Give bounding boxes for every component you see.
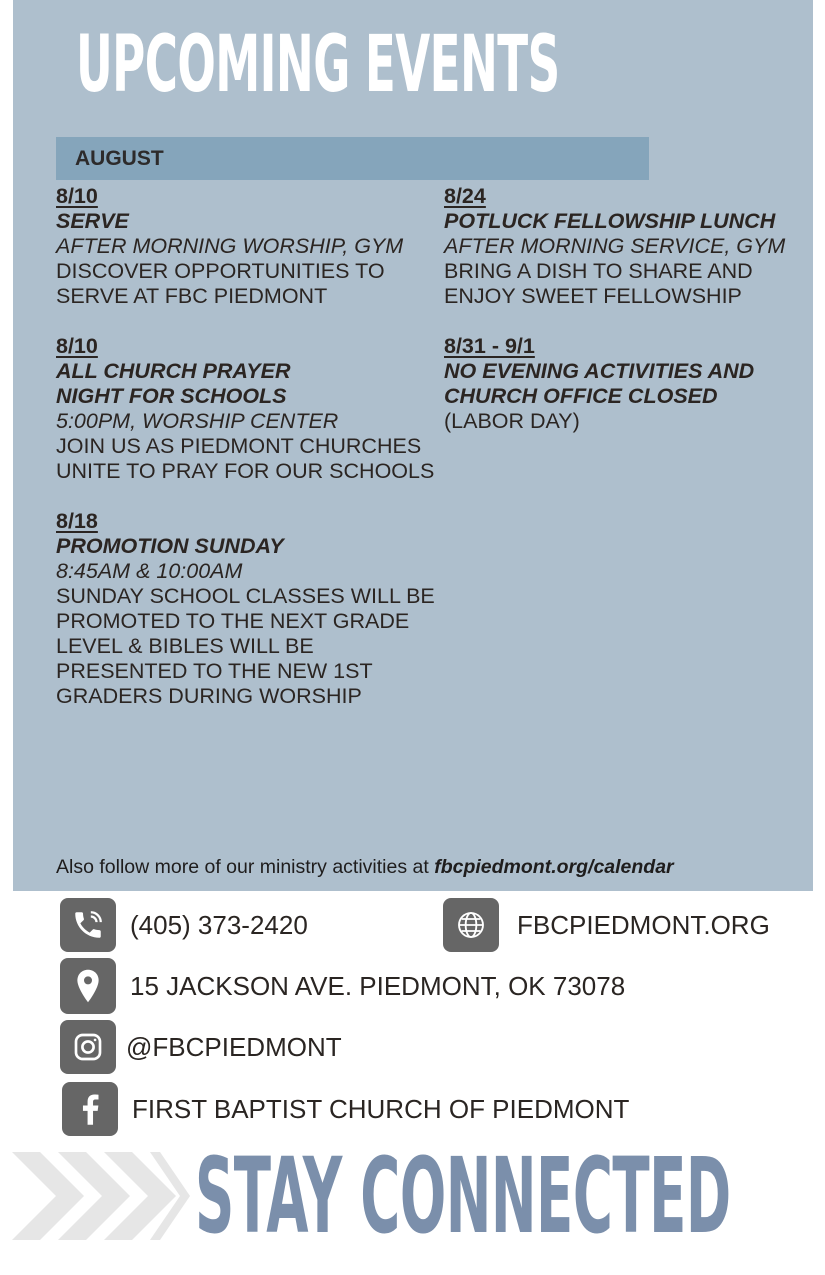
- event-name: ALL CHURCH PRAYER NIGHT FOR SCHOOLS: [56, 359, 291, 408]
- event-date: 8/31 - 9/1: [444, 334, 535, 358]
- stay-connected-title: STAY CONNECTED: [195, 1135, 731, 1257]
- follow-text: Also follow more of our ministry activities at: [56, 856, 435, 878]
- stay-connected-banner: [0, 1135, 825, 1257]
- event-time: 5:00PM, WORSHIP CENTER: [56, 409, 339, 433]
- facebook-icon: [62, 1082, 118, 1136]
- address-text: 15 JACKSON AVE. PIEDMONT, OK 73078: [130, 970, 626, 1001]
- instagram-icon: [60, 1020, 116, 1074]
- event-date: 8/24: [444, 184, 486, 208]
- event-time: AFTER MORNING SERVICE, GYM: [444, 234, 786, 258]
- globe-icon: [443, 898, 499, 952]
- website-row[interactable]: [443, 898, 770, 952]
- events-column-right: [444, 184, 825, 459]
- event-name: POTLUCK FELLOWSHIP LUNCH: [444, 209, 776, 233]
- event-date: 8/10: [56, 334, 98, 358]
- event-item: [444, 334, 825, 434]
- phone-icon: [60, 898, 116, 952]
- event-description: DISCOVER OPPORTUNITIES TO SERVE AT FBC PIEDMONT: [56, 259, 385, 308]
- follow-note: [56, 856, 674, 879]
- month-header: AUGUST: [56, 137, 649, 180]
- address-row[interactable]: [60, 958, 625, 1014]
- website-url: FBCPIEDMONT.ORG: [517, 909, 770, 940]
- map-pin-icon: [60, 958, 116, 1014]
- event-date: 8/10: [56, 184, 98, 208]
- instagram-row[interactable]: [60, 1020, 342, 1074]
- phone-number: (405) 373-2420: [130, 909, 308, 940]
- event-date: 8/18: [56, 509, 98, 533]
- event-time: 8:45AM & 10:00AM: [56, 559, 243, 583]
- event-name: PROMOTION SUNDAY: [56, 534, 284, 558]
- event-name: SERVE: [56, 209, 129, 233]
- event-description: (LABOR DAY): [444, 409, 580, 433]
- event-item: [56, 184, 441, 309]
- event-description: SUNDAY SCHOOL CLASSES WILL BE PROMOTED TO THE NEXT GRADE LEVEL & BIBLES WILL BE PRESENTED TO THE NEW 1ST GRADERS DURING WORSHIP: [56, 584, 435, 708]
- event-description: JOIN US AS PIEDMONT CHURCHES UNITE TO PRAY FOR OUR SCHOOLS: [56, 434, 435, 483]
- phone-row[interactable]: [60, 898, 308, 952]
- event-item: [444, 184, 825, 309]
- event-name: NO EVENING ACTIVITIES AND CHURCH OFFICE CLOSED: [444, 359, 755, 408]
- events-column-left: [56, 184, 441, 734]
- facebook-name: FIRST BAPTIST CHURCH OF PIEDMONT: [132, 1093, 630, 1124]
- page-title: UPCOMING EVENTS: [76, 20, 560, 110]
- event-time: AFTER MORNING WORSHIP, GYM: [56, 234, 404, 258]
- event-item: [56, 509, 441, 709]
- calendar-link[interactable]: fbcpiedmont.org/calendar: [434, 856, 674, 878]
- instagram-handle: @FBCPIEDMONT: [126, 1031, 342, 1062]
- facebook-row[interactable]: [62, 1082, 629, 1136]
- chevrons-decoration: [0, 1152, 195, 1240]
- event-description: BRING A DISH TO SHARE AND ENJOY SWEET FELLOWSHIP: [444, 259, 753, 308]
- event-item: [56, 334, 441, 484]
